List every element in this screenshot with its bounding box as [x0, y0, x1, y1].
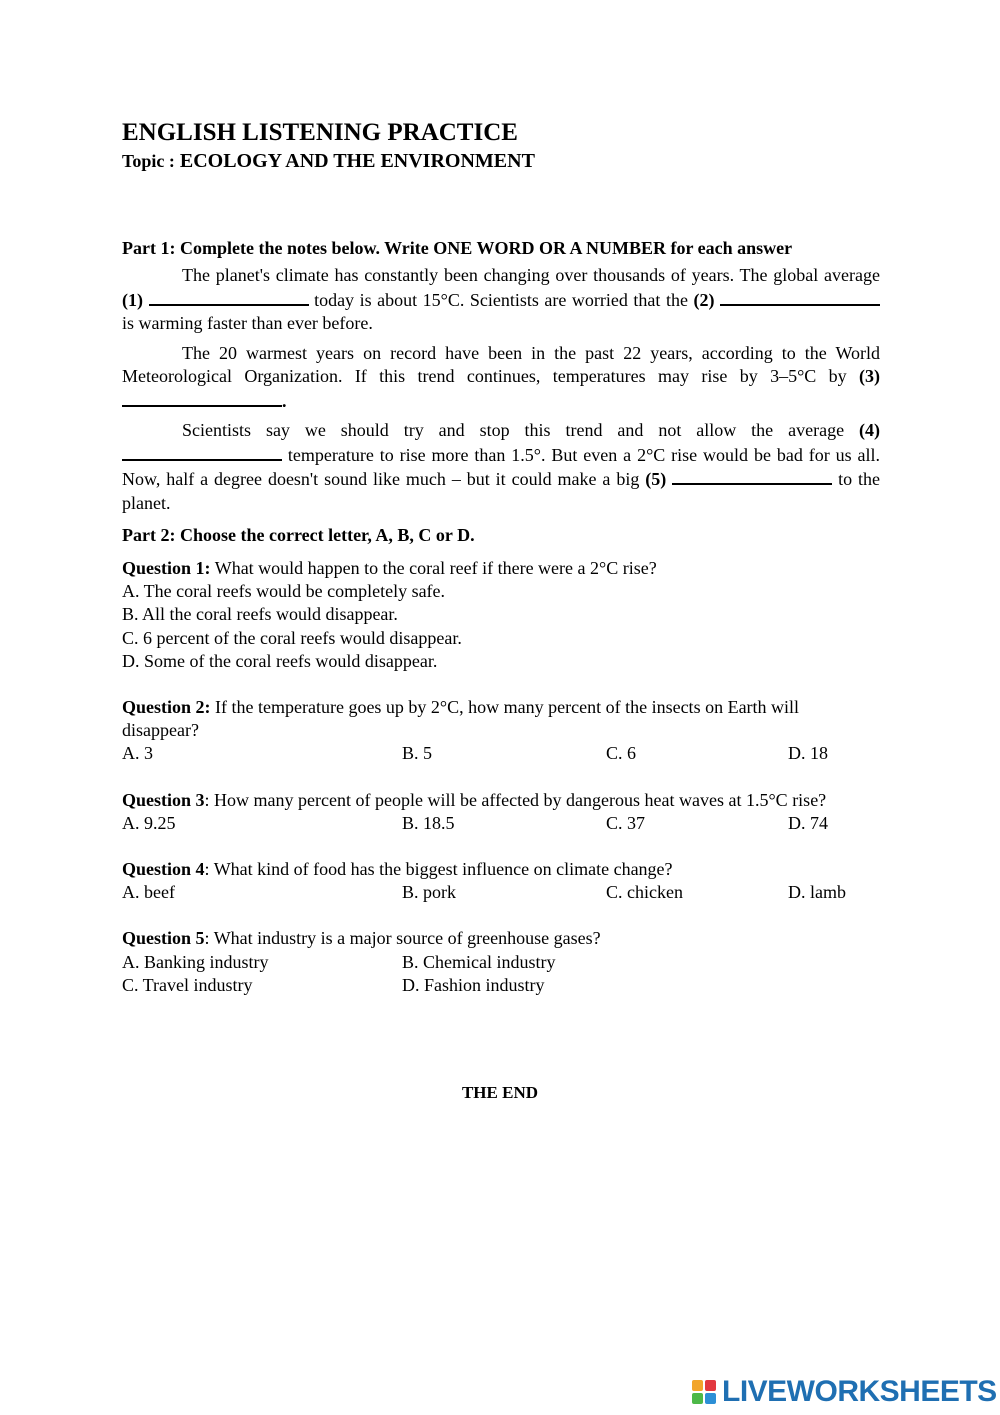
part1-paragraph-2 [122, 342, 880, 414]
question-text [122, 557, 880, 580]
option-d[interactable]: D. 74 [788, 812, 828, 833]
option-c[interactable]: C. Travel industry [122, 974, 253, 995]
answer-blank-2[interactable] [720, 288, 880, 306]
option-a[interactable]: A. 3 [122, 743, 153, 764]
option-d[interactable]: D. Some of the coral reefs would disappear. [122, 650, 438, 671]
gap-number-5: (5) [645, 469, 667, 489]
options-row [122, 742, 880, 765]
question-prompt: If the temperature goes up by 2°C, how many percent of the insects on Earth will disappear? [122, 697, 800, 741]
paragraph-text: temperature to rise more than 1.5°. But even a 2°C rise would be bad for us all. Now, half a degree doesn't sound like much – but it could make a big [122, 444, 881, 489]
topic-label: Topic : [122, 151, 175, 171]
options-row [122, 881, 880, 904]
paragraph-text: The 20 warmest years on record have been in the past 22 years, according to the World Meteorological Organization. If this trend continues, temperatures may rise by 3–5°C by [122, 342, 880, 386]
topic-value: ECOLOGY AND THE ENVIRONMENT [179, 150, 535, 172]
option-c[interactable]: C. 6 [606, 743, 637, 764]
brand-name: LIVEWORKSHEETS [722, 1375, 997, 1408]
paragraph-text: The planet's climate has constantly been changing over thousands of years. The global average [182, 265, 880, 285]
answer-blank-3[interactable] [122, 389, 282, 407]
option-b[interactable]: B. 18.5 [402, 812, 455, 833]
logo-square [705, 1380, 716, 1391]
question-label: Question 4 [122, 859, 205, 880]
option-c[interactable]: C. 37 [606, 812, 646, 833]
option-b[interactable]: B. All the coral reefs would disappear. [122, 604, 398, 625]
paragraph-text: to the planet. [122, 469, 881, 513]
liveworksheets-logo [692, 1377, 997, 1407]
the-end-label: THE END [461, 1083, 539, 1102]
question-text [122, 789, 880, 812]
option-c[interactable]: C. 6 percent of the coral reefs would disappear. [122, 627, 462, 648]
question-text [122, 858, 880, 881]
options-row [122, 951, 880, 974]
option-a[interactable]: A. Banking industry [122, 951, 269, 972]
question-prompt: : How many percent of people will be affected by dangerous heat waves at 1.5°C rise? [204, 789, 827, 810]
question-prompt: : What industry is a major source of greenhouse gases? [204, 928, 601, 949]
options-row [122, 974, 880, 997]
question-2 [122, 696, 880, 766]
topic-line [122, 148, 880, 174]
answer-blank-5[interactable] [672, 467, 832, 485]
page-title: ENGLISH LISTENING PRACTICE [122, 119, 518, 146]
options-row [122, 812, 880, 835]
logo-square [692, 1393, 703, 1404]
question-text [122, 696, 880, 742]
paragraph-text: Scientists say we should try and stop this trend and not allow the average [182, 420, 845, 440]
gap-number-3: (3) [859, 366, 880, 386]
question-text [122, 927, 880, 950]
option-b[interactable]: B. pork [402, 882, 456, 903]
gap-number-1: (1) [122, 289, 143, 310]
question-label: Question 1: [122, 558, 211, 578]
logo-square [705, 1393, 716, 1404]
gap-number-4: (4) [859, 420, 880, 440]
question-label: Question 2: [122, 697, 211, 718]
period: . [282, 390, 287, 411]
option-a[interactable]: A. The coral reefs would be completely safe. [122, 581, 446, 602]
part1-paragraph-3 [122, 419, 880, 515]
logo-square [692, 1380, 703, 1391]
option-d[interactable]: D. lamb [788, 882, 846, 903]
paragraph-text: today is about 15°C. Scientists are worried that the [314, 289, 688, 310]
logo-grid-icon [692, 1380, 716, 1404]
paragraph-text: is warming faster than ever before. [122, 313, 373, 333]
option-d[interactable]: D. 18 [788, 743, 828, 764]
answer-blank-1[interactable] [149, 288, 309, 306]
question-1 [122, 557, 880, 673]
part1-heading: Part 1: Complete the notes below. Write ONE WORD OR A NUMBER for each answer [122, 238, 793, 258]
worksheet [122, 118, 880, 997]
question-4 [122, 858, 880, 904]
gap-number-2: (2) [693, 289, 715, 310]
option-a[interactable]: A. 9.25 [122, 812, 176, 833]
option-d[interactable]: D. Fashion industry [402, 974, 545, 995]
answer-blank-4[interactable] [122, 443, 282, 461]
option-c[interactable]: C. chicken [606, 882, 683, 903]
option-b[interactable]: B. 5 [402, 743, 433, 764]
part2-heading: Part 2: Choose the correct letter, A, B, C or D. [122, 525, 475, 545]
option-b[interactable]: B. Chemical industry [402, 951, 556, 972]
question-label: Question 3 [122, 789, 205, 810]
question-label: Question 5 [122, 928, 205, 949]
question-5 [122, 927, 880, 997]
question-prompt: What would happen to the coral reef if there were a 2°C rise? [214, 558, 657, 578]
part1-paragraph-1 [122, 264, 880, 336]
question-prompt: : What kind of food has the biggest influence on climate change? [204, 859, 673, 880]
question-3 [122, 789, 880, 835]
option-a[interactable]: A. beef [122, 882, 175, 903]
